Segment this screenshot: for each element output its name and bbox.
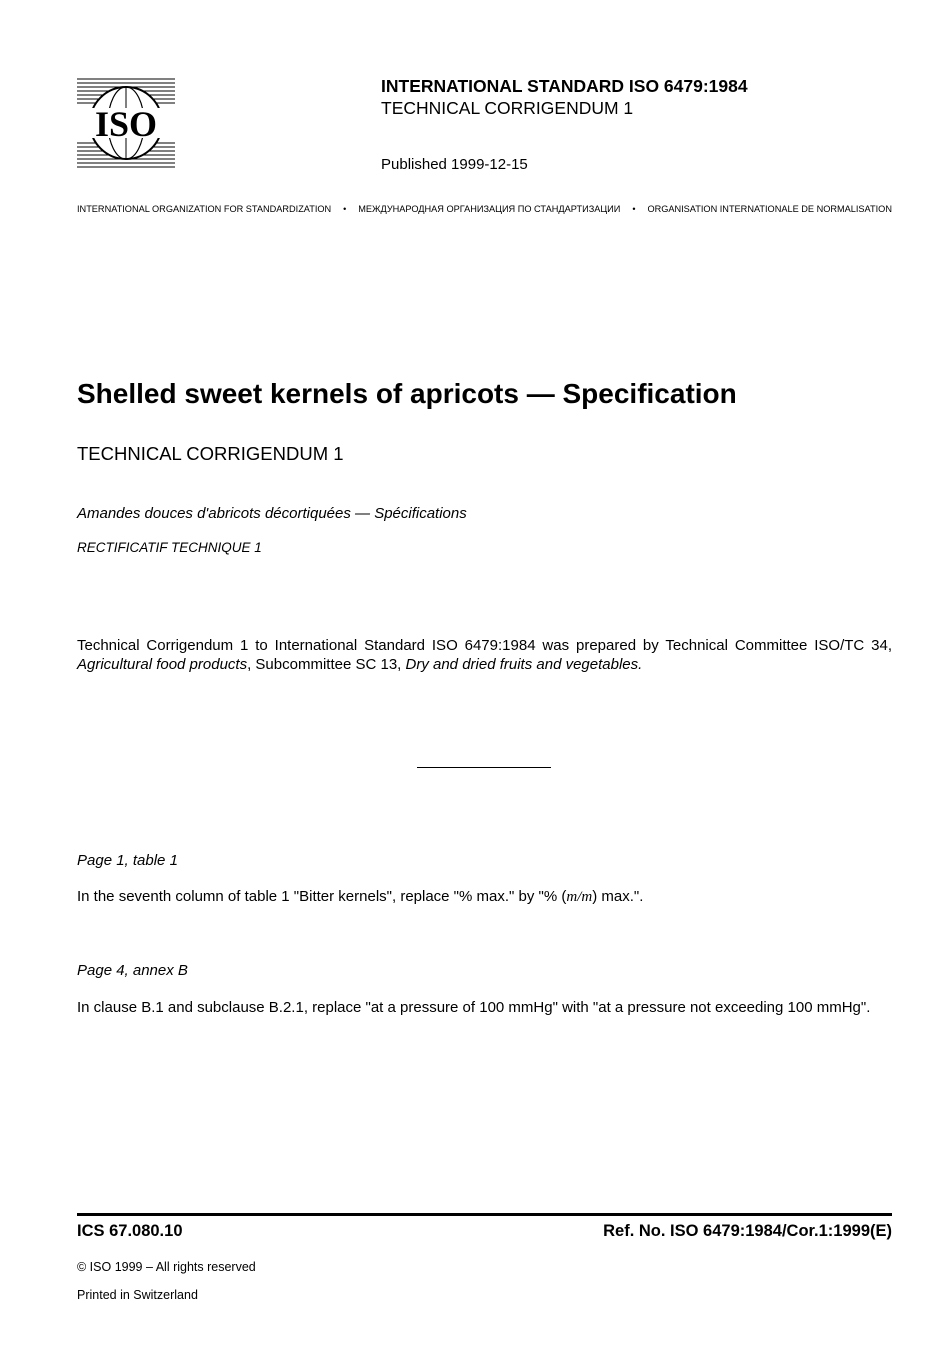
organization-line: [77, 204, 892, 214]
french-title: Amandes douces d'abricots décortiquées — Spécifications: [77, 505, 467, 522]
correction-heading: Page 4, annex B: [77, 962, 188, 979]
iso-logo: [77, 77, 175, 169]
org-name-french: ORGANISATION INTERNATIONALE DE NORMALISATION: [647, 204, 892, 214]
math-mm: m/m: [566, 889, 593, 905]
ics-code: ICS 67.080.10: [77, 1222, 183, 1240]
correction-heading: Page 1, table 1: [77, 852, 178, 869]
subcommittee-name: Dry and dried fruits and vegetables.: [405, 655, 643, 673]
reference-number: Ref. No. ISO 6479:1984/Cor.1:1999(E): [603, 1222, 892, 1240]
iso-logo-text: ISO: [94, 104, 158, 144]
correction-text: In the seventh column of table 1 "Bitter kernels", replace "% max." by "% (m/m) max.".: [77, 888, 644, 905]
corrigendum-title: TECHNICAL CORRIGENDUM 1: [77, 443, 344, 464]
separator-bullet: •: [632, 204, 636, 214]
corrigendum-label: TECHNICAL CORRIGENDUM 1: [381, 98, 634, 118]
published-date: Published 1999-12-15: [381, 156, 528, 173]
footer-rule: [77, 1213, 892, 1216]
intro-text: Technical Corrigendum 1 to International Standard ISO 6479:1984 was prepared by Technical Committee ISO/TC 34,: [77, 637, 892, 654]
french-corrigendum: RECTIFICATIF TECHNIQUE 1: [77, 540, 262, 555]
section-divider: [417, 767, 551, 768]
correction-text: In clause B.1 and subclause B.2.1, replace "at a pressure of 100 mmHg" with "at a pressure not exceeding 100 mmHg".: [77, 999, 871, 1016]
org-name-english: INTERNATIONAL ORGANIZATION FOR STANDARDIZATION: [77, 204, 332, 214]
org-name-russian: МЕЖДУНАРОДНАЯ ОРГАНИЗАЦИЯ ПО СТАНДАРТИЗАЦИИ: [358, 204, 621, 214]
document-title: Shelled sweet kernels of apricots — Specification: [77, 378, 737, 409]
standard-title: INTERNATIONAL STANDARD ISO 6479:1984: [381, 76, 748, 96]
separator-bullet: •: [343, 204, 347, 214]
intro-paragraph: [77, 637, 892, 674]
printed-location: Printed in Switzerland: [77, 1288, 198, 1302]
committee-name: Agricultural food products: [77, 655, 248, 673]
intro-text-2: , Subcommittee SC 13,: [247, 655, 406, 673]
copyright-notice: © ISO 1999 – All rights reserved: [77, 1260, 256, 1274]
